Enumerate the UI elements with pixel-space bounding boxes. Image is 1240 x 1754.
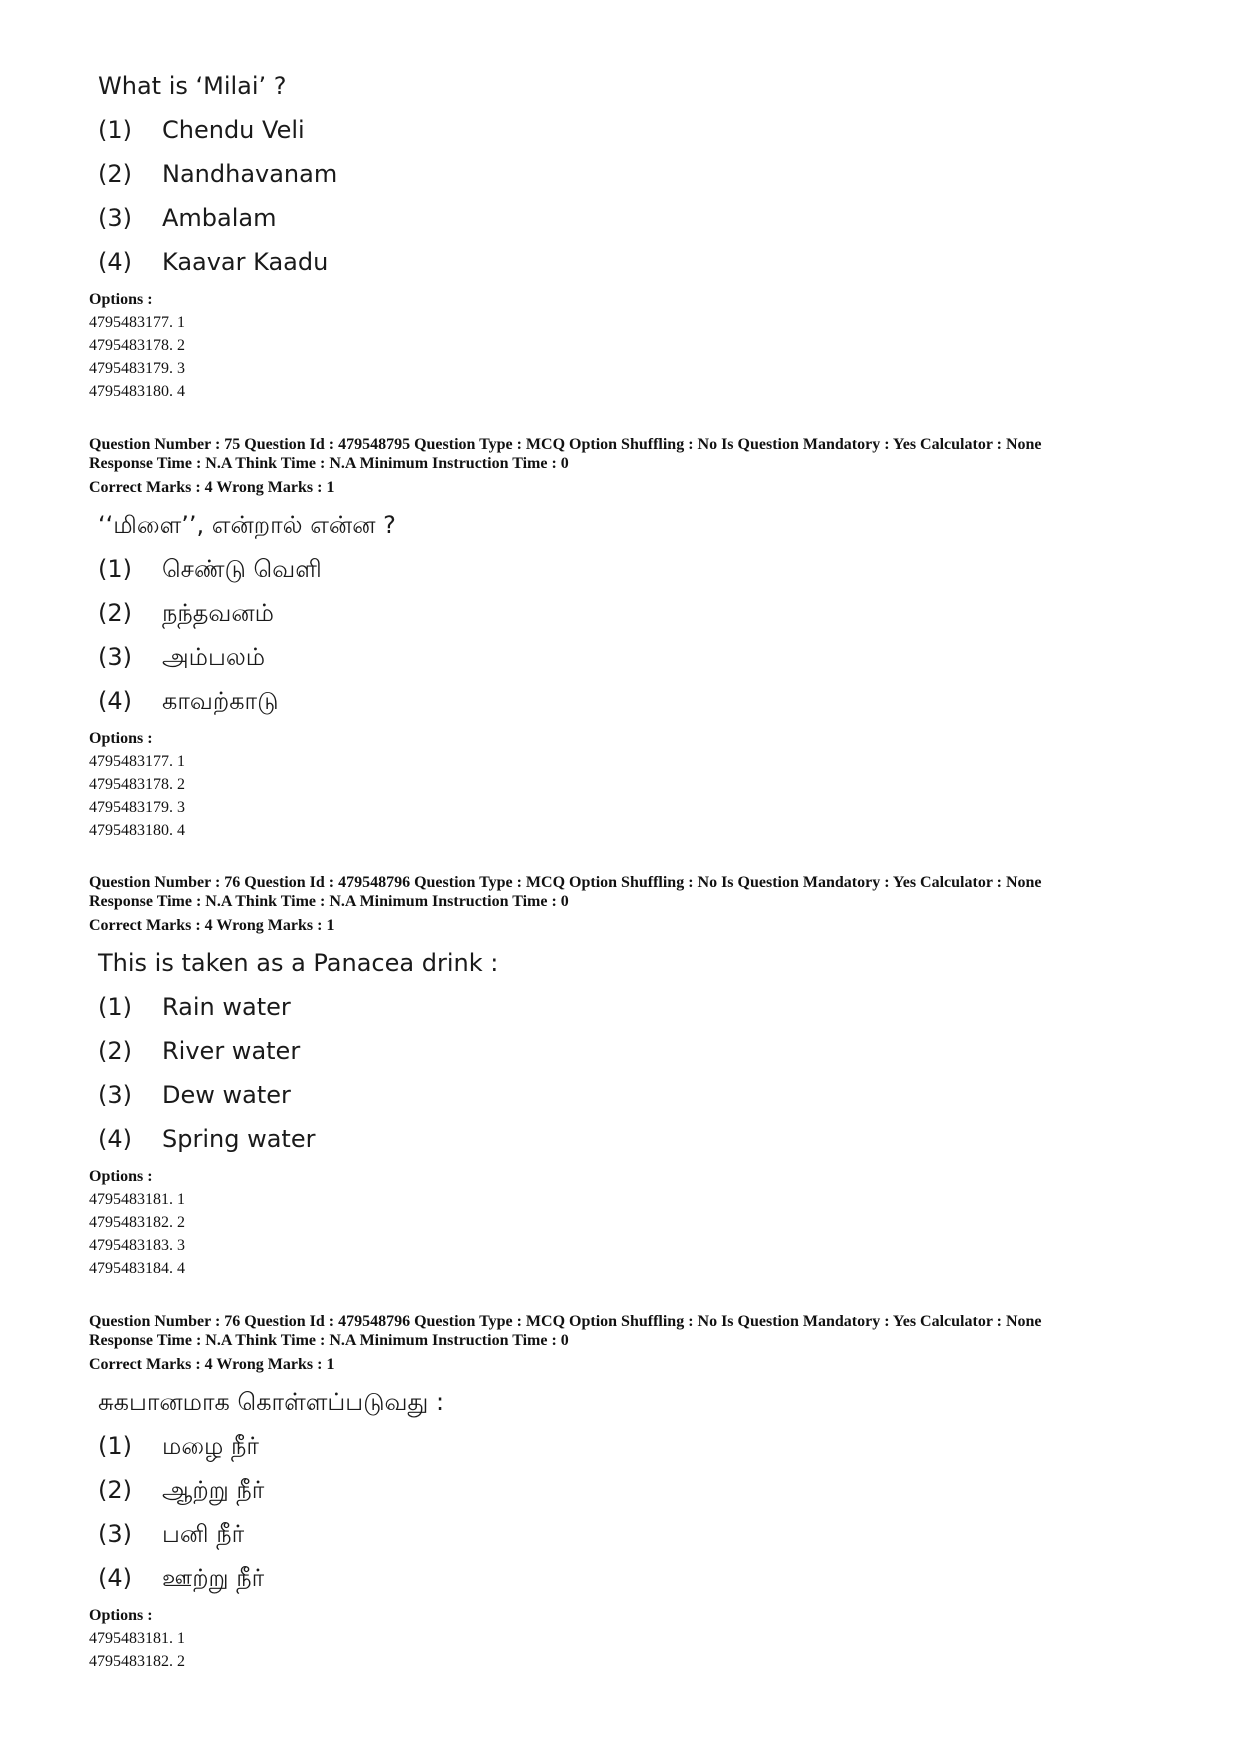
option-code: 4795483177. 1 xyxy=(89,314,185,331)
option-code: 4795483177. 1 xyxy=(89,753,185,770)
option-2: (2) River water xyxy=(98,1037,301,1065)
question-meta-line: Response Time : N.A Think Time : N.A Minimum Instruction Time : 0 xyxy=(89,893,569,910)
question-text: சுகபானமாக கொள்ளப்படுவது : xyxy=(98,1388,445,1416)
option-code: 4795483180. 4 xyxy=(89,822,185,839)
option-code: 4795483179. 3 xyxy=(89,799,185,816)
question-meta-line: Response Time : N.A Think Time : N.A Minimum Instruction Time : 0 xyxy=(89,1332,569,1349)
option-code: 4795483184. 4 xyxy=(89,1260,185,1277)
question-meta-line: Response Time : N.A Think Time : N.A Minimum Instruction Time : 0 xyxy=(89,455,569,472)
question-block-75-tamil xyxy=(89,435,1169,842)
option-4: (4) Spring water xyxy=(98,1125,316,1153)
option-code: 4795483183. 3 xyxy=(89,1237,185,1254)
question-meta-line: Question Number : 75 Question Id : 479548795 Question Type : MCQ Option Shuffling : No Is Question Mandatory : Yes Calculator : None xyxy=(89,436,1042,453)
option-2: (2) நந்தவனம் xyxy=(98,599,274,627)
option-1: (1) மழை நீர் xyxy=(98,1432,259,1460)
marks-line: Correct Marks : 4 Wrong Marks : 1 xyxy=(89,917,335,934)
question-block-milai-english xyxy=(89,64,1169,403)
option-2: (2) Nandhavanam xyxy=(98,160,338,188)
option-4: (4) Kaavar Kaadu xyxy=(98,248,329,276)
options-label: Options : xyxy=(89,1168,153,1185)
question-text: What is ‘Milai’ ? xyxy=(98,72,287,100)
option-4: (4) காவற்காடு xyxy=(98,687,279,715)
question-meta-line: Question Number : 76 Question Id : 479548796 Question Type : MCQ Option Shuffling : No Is Question Mandatory : Yes Calculator : None xyxy=(89,1313,1042,1330)
option-2: (2) ஆற்று நீர் xyxy=(98,1476,265,1504)
option-3: (3) பனி நீர் xyxy=(98,1520,245,1548)
option-code: 4795483178. 2 xyxy=(89,776,185,793)
marks-line: Correct Marks : 4 Wrong Marks : 1 xyxy=(89,479,335,496)
option-code: 4795483180. 4 xyxy=(89,383,185,400)
marks-line: Correct Marks : 4 Wrong Marks : 1 xyxy=(89,1356,335,1373)
options-label: Options : xyxy=(89,730,153,747)
option-3: (3) Dew water xyxy=(98,1081,291,1109)
option-4: (4) ஊற்று நீர் xyxy=(98,1564,265,1592)
option-code: 4795483179. 3 xyxy=(89,360,185,377)
question-block-76-english xyxy=(89,873,1169,1280)
options-label: Options : xyxy=(89,1607,153,1624)
option-1: (1) Chendu Veli xyxy=(98,116,305,144)
option-code: 4795483182. 2 xyxy=(89,1214,185,1231)
question-meta-line: Question Number : 76 Question Id : 479548796 Question Type : MCQ Option Shuffling : No Is Question Mandatory : Yes Calculator : None xyxy=(89,874,1042,891)
option-1: (1) Rain water xyxy=(98,993,291,1021)
question-block-76-tamil xyxy=(89,1312,1169,1673)
question-text: This is taken as a Panacea drink : xyxy=(98,949,499,977)
option-3: (3) அம்பலம் xyxy=(98,643,266,671)
option-code: 4795483178. 2 xyxy=(89,337,185,354)
option-code: 4795483181. 1 xyxy=(89,1630,185,1647)
option-1: (1) செண்டு வெளி xyxy=(98,555,322,583)
options-label: Options : xyxy=(89,291,153,308)
option-code: 4795483181. 1 xyxy=(89,1191,185,1208)
option-3: (3) Ambalam xyxy=(98,204,277,232)
question-text: ‘‘மிளை’’, என்றால் என்ன ? xyxy=(98,511,396,539)
option-code: 4795483182. 2 xyxy=(89,1653,185,1670)
